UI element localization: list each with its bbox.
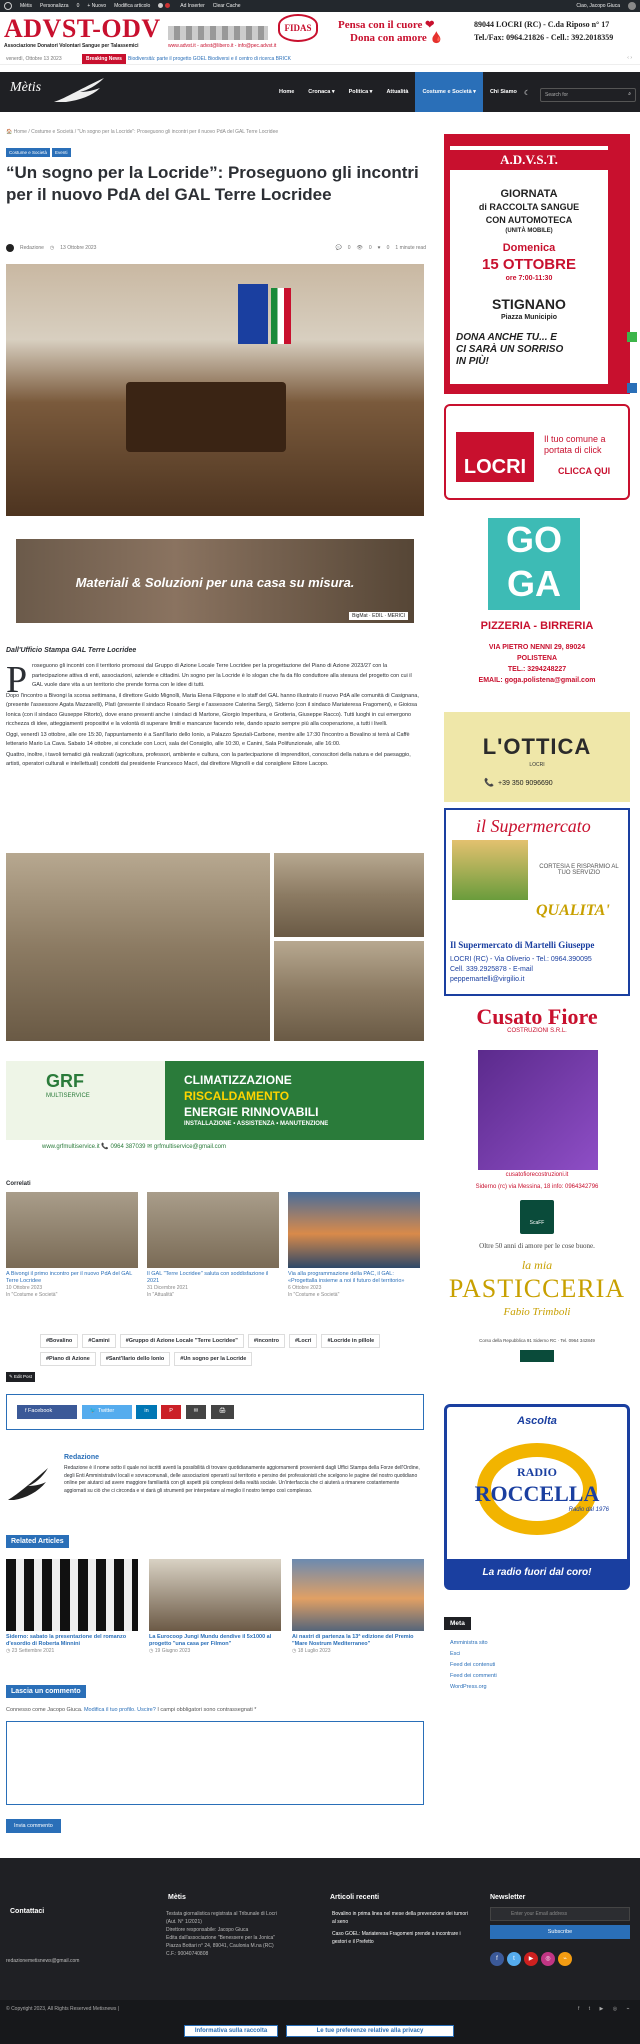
main-menu	[272, 72, 524, 112]
correlati-date: 10 Ottobre 2023	[6, 1285, 43, 1291]
instagram-icon[interactable]: ◎	[541, 1952, 555, 1966]
tag[interactable]: #Un sogno per la Locride	[174, 1352, 252, 1366]
paragraph: roseguono gli incontri con il territorio promossi dal Gruppo di Azione Locale Terre Locridee per la progettazione del Piano di Azione 2023/27 con la partecipazione attiva di enti, associazioni, aziende e cittadini. Un sogno per la Locride è lo slogan che fa da filo conduttore alla stesura del progetto con cui il GAL vuole dare vita a un territorio che prende forma con le idee di tutti.	[32, 663, 412, 688]
meeting-table	[126, 382, 286, 452]
ad-line: GIORNATA	[500, 188, 558, 200]
correlati-cat: In "Costume e Società"	[288, 1292, 340, 1298]
related-article[interactable]	[292, 1559, 424, 1655]
banner-subtitle: Associazione Donatori Volontari Sangue per Talassemici	[4, 43, 139, 49]
grocery-bag-image	[452, 840, 528, 900]
breaking-news-label: Breaking News	[82, 54, 126, 64]
gallery-image[interactable]	[274, 853, 424, 937]
ad-line: (UNITÀ MOBILE)	[505, 228, 553, 234]
comments-count[interactable]: 0	[347, 245, 351, 251]
correlati-date: 6 Ottobre 2023	[288, 1285, 322, 1291]
bottom-bar	[0, 2000, 640, 2044]
read-time: 1 minute read	[395, 245, 426, 251]
footer-metis-heading: Mètis	[168, 1894, 186, 1901]
current-date: venerdì, Ottobre 13 2023	[6, 56, 62, 62]
likes-icon: ♥	[377, 245, 381, 251]
nav-item-attualita[interactable]: Attualità	[386, 89, 409, 95]
ad-line: CON AUTOMOTECA	[485, 215, 573, 225]
dropcap: P	[6, 659, 28, 701]
gallery-image[interactable]	[6, 853, 270, 1041]
banner-phones: Tel./Fax: 0964.21826 - Cell.: 392.2018359	[474, 33, 614, 42]
ad-advst-blood-drive[interactable]	[444, 134, 630, 394]
tag[interactable]: #Locride in pillole	[321, 1334, 380, 1348]
footer-recent-heading: Articoli recenti	[330, 1894, 380, 1901]
share-email-button[interactable]: ✉	[186, 1405, 207, 1419]
share-twitter-button[interactable]: 🐦 Twitter	[82, 1405, 132, 1419]
breaking-news-arrows[interactable]: ‹ ›	[627, 55, 632, 61]
footer-recent-link[interactable]: Caso GOEL: Mariateresa Fragomeni prende a incontrare i gestori e il Prefetto	[332, 1931, 461, 1945]
goga-logo: GO GA	[488, 518, 580, 610]
related-article[interactable]	[149, 1559, 281, 1655]
admin-item-site[interactable]: Mètis	[20, 3, 32, 9]
related-articles-heading: Related Articles	[6, 1535, 69, 1548]
clock-icon: ◷	[49, 245, 55, 251]
photo-gallery	[6, 853, 424, 1041]
admin-item-customize[interactable]: Personalizza	[39, 3, 69, 9]
tag[interactable]: #Piano di Azione	[40, 1352, 96, 1366]
tag[interactable]: #Sant'Ilario dello Ionio	[100, 1352, 170, 1366]
dark-mode-icon[interactable]: ☾	[524, 90, 531, 97]
advst-logo: ADVST-ODV	[4, 14, 161, 43]
locri-logo: LOCRI	[456, 432, 534, 482]
correlati-date: 31 Dicembre 2021	[147, 1285, 188, 1291]
youtube-icon[interactable]: ▶	[524, 1952, 538, 1966]
nav-item-home[interactable]: Home	[279, 89, 295, 95]
footer-contatti-heading: Contattaci	[10, 1908, 45, 1915]
breaking-news-link[interactable]: Biodiversità: parte il progetto GOEL Biodiversi e il centro di ricerca BRICK	[128, 56, 291, 62]
supermercato-email: peppemartelli@virgilio.it	[450, 976, 525, 983]
ad-cusato-fiore[interactable]	[444, 1004, 630, 1194]
eu-flag	[238, 284, 268, 344]
ad-ottica[interactable]	[444, 712, 630, 802]
wing-logo-icon	[52, 76, 106, 104]
twitter-icon[interactable]: t	[507, 1952, 521, 1966]
radio-label: RADIO	[516, 1465, 557, 1479]
print-button[interactable]: 🖨	[211, 1405, 234, 1419]
meta-link[interactable]: Esci	[450, 1651, 461, 1657]
goga-email: EMAIL: goga.polistena@gmail.com	[478, 677, 596, 684]
correlati-item[interactable]	[6, 1192, 138, 1299]
ad-line: 15 OTTOBRE	[482, 256, 576, 273]
edit-post-button[interactable]: ✎ Edit Post	[6, 1372, 35, 1382]
goga-city: POLISTENA	[516, 655, 558, 662]
banner-tagline-2: Dona con amore 🩸	[350, 32, 444, 44]
ad-line: DONA ANCHE TU... E CI SARÀ UN SORRISO IN PIÙ!	[456, 332, 564, 367]
phone-icon: 📞	[484, 778, 494, 787]
footer	[0, 1858, 640, 2000]
submit-comment-button[interactable]: Invia commento	[6, 1819, 61, 1833]
ad-pasticceria[interactable]	[444, 1200, 630, 1380]
footer-email[interactable]: redazionemetisnews@gmail.com	[6, 1958, 80, 1964]
newsletter-email-input[interactable]: Enter your Email address	[490, 1907, 630, 1921]
correlati-thumb[interactable]	[147, 1192, 279, 1268]
footer-recent-link[interactable]: Bovalino in prima linea nel mese della prevenzione dei tumori al seno	[332, 1911, 468, 1925]
tag[interactable]: #Locri	[289, 1334, 318, 1348]
author-name[interactable]: Redazione	[20, 245, 44, 251]
related-thumb[interactable]	[149, 1559, 281, 1631]
correlati-cat: In "Costume e Società"	[6, 1292, 58, 1298]
share-buttons	[6, 1394, 424, 1430]
banner-decoration	[168, 26, 268, 40]
related-date: ◷ 18 Luglio 2023	[292, 1648, 331, 1654]
pasticceria-tagline: Oltre 50 anni di amore per le cose buone.	[479, 1242, 595, 1250]
cusato-mail: cusatofiorecostruzioni.it	[505, 1172, 569, 1178]
ottica-name: L'OTTICA	[482, 734, 592, 759]
supermercato-quality: QUALITA'	[536, 902, 610, 919]
ad-advst-card	[450, 146, 608, 384]
radio-ascolta: Ascolta	[517, 1415, 557, 1427]
scroll-indicator-icon[interactable]	[627, 332, 637, 342]
ad-radio-roccella[interactable]	[444, 1404, 630, 1590]
cookie-info-button[interactable]: Informativa sulla raccolta	[184, 2025, 278, 2037]
ad-grf-banner[interactable]	[6, 1061, 424, 1154]
author-box	[6, 1446, 424, 1528]
copyright: © Copyright 2023, All Rights Reserved Metisnews |	[6, 2006, 120, 2012]
supermercato-logo: il Supermercato	[476, 816, 591, 836]
ad-line: Domenica	[502, 242, 556, 254]
meta-link[interactable]: Feed dei contenuti	[450, 1662, 496, 1668]
required-note: I campi obbligatori sono contrassegnati *	[157, 1707, 257, 1713]
related-title[interactable]: La Eurocoop Jungi Mundu dendive il 5x1000 al progetto "una casa per Filmon"	[149, 1634, 272, 1647]
locri-text: Il tuo comune a portata di click	[544, 434, 606, 455]
banner-web: www.advst.it - advst@libero.it - info@pec.advst.it	[168, 43, 277, 49]
rss-icon[interactable]: ⌁	[558, 1952, 572, 1966]
share-pinterest-button[interactable]: P	[161, 1405, 181, 1419]
banner-address: 89044 LOCRI (RC) - C.da Riposo n° 17	[474, 20, 610, 29]
meta-link[interactable]: Amministra sito	[450, 1640, 488, 1646]
correlati-title[interactable]: A Bivongi il primo incontro per il nuovo PdA del GAL Terre Locridee	[6, 1271, 133, 1284]
search-input[interactable]	[540, 88, 636, 102]
bottom-social-icons[interactable]: f t ▶ ◎ ⌁	[578, 2006, 634, 2012]
views-icon: 👁	[356, 245, 363, 251]
related-article[interactable]	[6, 1559, 138, 1655]
locri-cta[interactable]: CLICCA QUI	[558, 466, 611, 476]
likes-count: 0	[386, 245, 390, 251]
category-costume-societa[interactable]: Costume e Società	[6, 148, 50, 157]
comment-logged-in	[6, 1707, 424, 1713]
ad-line: RISCALDAMENTO	[184, 1089, 290, 1103]
admin-item-clear-cache[interactable]: Clear Cache	[212, 3, 241, 9]
footer-metis-line: Direttore responsabile: Jacopo Giuca	[166, 1927, 249, 1933]
goga-type: PIZZERIA - BIRRERIA	[480, 620, 594, 632]
ottica-sub: LOCRI	[529, 762, 545, 768]
fidas-logo: FIDAS	[278, 14, 318, 42]
admin-status-dots	[158, 3, 172, 9]
nav-item-politica[interactable]: Politica ▾	[348, 89, 373, 95]
meta-link[interactable]: WordPress.org	[450, 1684, 487, 1690]
ad-line: STIGNANO	[492, 296, 566, 312]
nav-item-chi-siamo[interactable]: Chi Siamo	[489, 89, 517, 95]
post-meta	[6, 244, 426, 252]
goga-phone: TEL.: 3294248227	[507, 666, 567, 673]
ottica-phone: +39 350 9096690	[498, 780, 553, 787]
ad-line: ore 7:00-11:30	[505, 275, 553, 282]
back-to-top-icon[interactable]	[627, 383, 637, 393]
italy-flag	[271, 288, 291, 344]
supermercato-name: Il Supermercato di Martelli Giuseppe	[450, 940, 595, 950]
meta-widget	[444, 1617, 630, 1693]
post-categories	[6, 148, 71, 157]
gallery-image[interactable]	[274, 941, 424, 1041]
ad-line: di RACCOLTA SANGUE	[478, 202, 580, 212]
avatar[interactable]	[628, 2, 636, 10]
admin-item-edit-post[interactable]: Modifica articolo	[114, 3, 151, 9]
share-facebook-button[interactable]: f Facebook	[17, 1405, 77, 1419]
ad-bigmat-banner[interactable]	[16, 539, 414, 623]
breadcrumb[interactable]: 🏠 Home / Costume e Società / "Un sogno per la Locride": Proseguono gli incontri per il nuovo PdA del GAL Terre Locridee	[6, 129, 279, 135]
pasticceria-owner: Fabio Trimboli	[503, 1306, 571, 1318]
admin-bar	[0, 0, 640, 12]
footer-metis-line: Edita dall'associazione "Benessere per la Jonica"	[166, 1935, 276, 1941]
share-linkedin-button[interactable]: in	[136, 1405, 156, 1419]
author-box-bio: Redazione è il nome sotto il quale noi iscritti aventi la possibilità di trovare quotidianamente aggiornamenti provenienti dagli Uffici Stampa della Forze dell'Ordine, degli Enti Amministrativi locali e sovracomunali, delle associazioni operanti sul territorio e persino dei professionisti che scelgono le pagine del nostro quotidiano online per aiutarci ad avere maggiore familiarità con gli aspetti più complessi della realtà sociale. Un'interfaccia che ci aiuterà a rimanere costantemente aggiornati su ciò che ci circonda e vi darà gli strumenti per interpretare al meglio il nostro tempo così complesso.	[64, 1465, 420, 1494]
facebook-icon[interactable]: f	[490, 1952, 504, 1966]
top-bar	[0, 53, 640, 65]
article-title: “Un sogno per la Locride”: Proseguono gli incontri per il nuovo PdA del GAL Terre Locridee	[6, 163, 419, 204]
footer-metis-line: (Aut. N° 1/2021)	[166, 1919, 202, 1925]
tag[interactable]: #Bovalino	[40, 1334, 78, 1348]
paragraph: Dopo l'incontro a Bivongi la scorsa settimana, il direttore Guido Mignolli, Maria Elena Filippone e lo staff del GAL hanno illustrato il nuovo PdA alle comunità di Casignana, (presente l'assessore Agata Mazzarelli), Platì (presente il sindaco Rosario Sergi e l'assessore Caterina Sergi), Siderno (con il sindaco Mariateresa Fragomeni), e Gioiosa Ionica (con il sindaco Giuseppe Ritorto), dove erano presenti anche i sindaci di Martone, Giorgio Imperitura, e Grotteria, Giuseppe Racco). Tutti luoghi in cui emergono ricchezza di idee, atteggiamenti propositivi e la volontà di superare limiti e mancanze facendo rete, dando spazio sempre più alla cooperazione, a tutti i livelli.	[6, 692, 419, 727]
newsletter-subscribe-button[interactable]: Subscribe	[490, 1925, 630, 1939]
ad-line: ENERGIE RINNOVABILI	[184, 1105, 319, 1119]
nav-item-costume-societa[interactable]: Costume e Società ▾	[415, 72, 483, 112]
meta-title: Meta	[444, 1617, 471, 1630]
ad-line: INSTALLAZIONE • ASSISTENZA • MANUTENZIONE	[184, 1121, 329, 1127]
wordpress-icon[interactable]	[4, 2, 12, 10]
supermercato-cell: Cell. 339.2925878 - E-mail	[450, 966, 533, 973]
post-date: 13 Ottobre 2023	[60, 245, 97, 251]
footer-newsletter-heading: Newsletter	[490, 1894, 526, 1901]
related-date: ◷ 19 Giugno 2023	[149, 1648, 191, 1654]
building-graphic	[478, 1050, 598, 1170]
post-tags	[40, 1334, 390, 1366]
author-avatar[interactable]	[6, 244, 14, 252]
wing-logo-icon[interactable]	[6, 1466, 50, 1502]
meta-link[interactable]: Feed dei commenti	[450, 1673, 497, 1679]
related-title[interactable]: Siderno: sabato la presentazione del romanzo d'esordio di Roberta Minnini	[6, 1634, 127, 1647]
goga-address: VIA PIETRO NENNI 29, 89024	[488, 644, 586, 651]
tag[interactable]: #Gruppo di Azione Locale "Terre Locridee"	[120, 1334, 244, 1348]
correlati-item[interactable]	[147, 1192, 279, 1299]
header-banner[interactable]	[0, 12, 640, 53]
admin-user-greeting[interactable]: Ciao, Jacopo Giuca	[576, 3, 620, 9]
ad-locri-comune[interactable]	[444, 404, 630, 500]
cusato-name: Cusato Fiore	[444, 1004, 630, 1030]
search-icon[interactable]: ⌕	[628, 91, 631, 97]
main-navbar	[0, 72, 640, 112]
comments-icon[interactable]: 💬	[335, 245, 342, 251]
ad-bigmat-text: Materiali & Soluzioni per una casa su misura.	[75, 575, 355, 590]
grf-logo: GRF	[46, 1071, 84, 1091]
pasticceria-address: Corso della Repubblica 91 Siderno RC · Tel. 0964 342849	[479, 1338, 595, 1343]
comment-textarea[interactable]	[6, 1721, 424, 1805]
ad-line: CLIMATIZZAZIONE	[184, 1073, 292, 1087]
tag[interactable]: #incontro	[248, 1334, 285, 1348]
footer-metis-line: Testata giornalistica registrata al Tribunale di Locri	[166, 1911, 277, 1917]
paragraph: Oggi, venerdì 13 ottobre, alle ore 15:30, l'appuntamento è a Sant'Ilario dello Ionio, a Palazzo Speziali-Carbone, mentre alle 17:30 l'incontro a Bovalino si terrà al Caffè letterario Mario La Cava. Sabato 14 ottobre, si conclude con Locri, sala del Consiglio, alle 10:30, e Canini, Sala Polifunzionale, alle 16:00.	[6, 731, 410, 747]
profile-links[interactable]: Modifica il tuo profilo. Uscire?	[83, 1707, 156, 1713]
related-title[interactable]: Ai nastri di partenza la 13ª edizione del Premio "Mare Nostrum Mediterraneo"	[292, 1634, 414, 1647]
radio-name: ROCCELLA	[474, 1481, 600, 1506]
admin-item-new[interactable]: + Nuovo	[87, 3, 107, 9]
correlati-title[interactable]: Il GAL "Terre Locridee" saluta con soddisfazione il 2021	[147, 1271, 269, 1284]
cusato-address: Siderno (rc) via Messina, 18 info: 0964342796	[475, 1184, 599, 1190]
related-thumb[interactable]	[292, 1559, 424, 1631]
scaff-logo: ScaFF	[520, 1200, 554, 1234]
cusato-sub: COSTRUZIONI S.R.L.	[507, 1028, 567, 1034]
supermercato-address: LOCRI (RC) - Via Oliverio - Tel.: 0964.390095	[450, 956, 592, 963]
paragraph: Quattro, inoltre, i tavoli tematici già realizzati (agricoltura, professori, ambiente e cultura, con la partecipazione di imprenditori, conoscitori della natura e del paesaggio, artisti, operatori culturali e intellettuali) condotti dal presidente Francesco Macrì, dal direttore Mignolli e dal consigliere Ettore Lacopo.	[6, 751, 411, 767]
admin-item-comments[interactable]: 0	[76, 3, 80, 9]
footer-metis-line: C.F.: 90040740808	[166, 1951, 209, 1957]
author-box-name[interactable]: Redazione	[64, 1454, 100, 1461]
correlati-thumb[interactable]	[288, 1192, 420, 1268]
related-date: ◷ 23 Settembre 2021	[6, 1648, 55, 1654]
ad-bigmat-brands: BigMat · EDIL · MERICI	[349, 612, 408, 620]
cookie-preferences-button[interactable]: Le tue preferenze relative alla privacy	[286, 2025, 454, 2037]
press-source: Dall'Ufficio Stampa GAL Terre Locridee	[6, 647, 137, 654]
tag[interactable]: #Camini	[82, 1334, 115, 1348]
search-placeholder: Search for	[545, 92, 569, 98]
ad-advst-title: A.D.V.S.T.	[450, 150, 608, 170]
radio-since: Radio dal 1976	[568, 1507, 609, 1513]
pasticceria-name: PASTICCERIA	[448, 1274, 626, 1303]
comment-heading: Lascia un commento	[6, 1685, 86, 1698]
grf-sub: MULTISERVICE	[46, 1093, 90, 1099]
radio-slogan: La radio fuori dal coro!	[447, 1559, 627, 1587]
ad-line: Piazza Municipio	[500, 314, 557, 321]
site-logo[interactable]: Mètis	[10, 80, 42, 95]
pasticceria-badge	[520, 1350, 554, 1362]
ad-grf-contacts: www.grfmultiservice.it 📞 0964 387039 ✉ grfmultiservice@gmail.com	[6, 1140, 424, 1154]
ad-supermercato[interactable]	[444, 808, 630, 996]
supermercato-slogan: CORTESIA E RISPARMIO AL TUO SERVIZIO	[539, 864, 619, 876]
related-thumb[interactable]	[6, 1559, 138, 1631]
banner-tagline-1: Pensa con il cuore ❤	[338, 19, 435, 31]
correlati-thumb[interactable]	[6, 1192, 138, 1268]
correlati-heading: Correlati	[6, 1181, 31, 1187]
featured-image[interactable]	[6, 264, 424, 516]
pasticceria-lamia: la mia	[521, 1258, 553, 1272]
correlati-item[interactable]	[288, 1192, 420, 1299]
views-count: 0	[368, 245, 372, 251]
footer-metis-line: Piazza Bottari n° 24, 89041, Caulonia M.na (RC)	[166, 1943, 274, 1949]
article-body	[6, 659, 424, 771]
category-eventi[interactable]: Eventi	[52, 148, 71, 157]
nav-item-cronaca[interactable]: Cronaca ▾	[308, 89, 335, 95]
correlati-title[interactable]: Via alla programmazione della PAC, il GAL: «Progettalla insieme a noi il futuro del territorio»	[288, 1271, 405, 1284]
correlati-cat: In "Attualità"	[147, 1292, 175, 1298]
ad-goga-pizzeria[interactable]	[444, 512, 630, 696]
admin-item-ad-inserter[interactable]: Ad Inserter	[180, 3, 205, 9]
logged-in-as: Connesso come Jacopo Giuca.	[6, 1707, 83, 1713]
